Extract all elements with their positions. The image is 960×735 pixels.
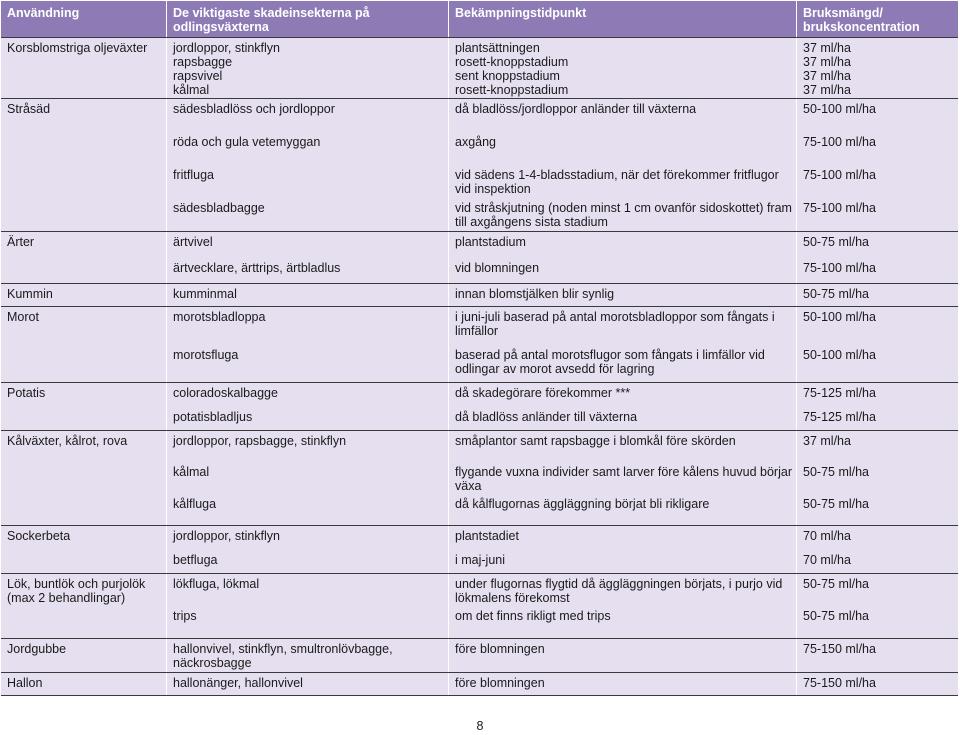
timing-cell: baserad på antal morotsflugor som fångats i limfällor vid odlingar av morot avsedd för lagring bbox=[449, 345, 797, 383]
crop-name: Lök, buntlök och purjolök (max 2 behandlingar) bbox=[1, 574, 167, 638]
crop-name: Korsblomstriga oljeväxter bbox=[1, 38, 167, 98]
pest-cell: hallonänger, hallonvivel bbox=[167, 673, 449, 696]
dose-cell: 50-75 ml/ha bbox=[803, 609, 870, 623]
header-pests: De viktigaste skadeinsekterna på odlingsväxterna bbox=[167, 1, 449, 37]
pest-cell: jordloppor, stinkflyn bbox=[167, 526, 449, 550]
crop-rows bbox=[167, 639, 958, 672]
crop-name: Morot bbox=[1, 307, 167, 382]
dose-cell: 75-150 ml/ha bbox=[803, 676, 876, 690]
header-usage: Användning bbox=[1, 1, 167, 37]
timing-cell: flygande vuxna individer samt larver före kålens huvud börjar växa bbox=[449, 462, 797, 493]
timing-cell: vid sädens 1-4-bladsstadium, när det förekommer fritflugor vid inspektion bbox=[449, 165, 797, 198]
dose-cell: 75-125 ml/ha bbox=[803, 386, 876, 400]
dose-cell: 50-75 ml/ha bbox=[803, 496, 870, 511]
dose-cell: 70 ml/ha bbox=[803, 529, 851, 543]
timing-cell: under flugornas flygtid då äggläggningen börjats, i purjo vid lökmalens förekomst bbox=[449, 574, 797, 606]
pest-cell: lökfluga, lökmal bbox=[167, 574, 449, 606]
timing-cell: före blomningen bbox=[449, 673, 797, 696]
dose-cell: 75-100 ml/ha bbox=[803, 260, 876, 275]
crop-rows bbox=[167, 526, 958, 573]
dose-cell: 37 ml/ha bbox=[803, 434, 851, 448]
dose-cell: 50-75 ml/ha bbox=[803, 577, 870, 591]
crop-rows bbox=[167, 284, 958, 306]
table-header bbox=[1, 1, 958, 37]
table-row bbox=[167, 407, 958, 431]
pest-cell: sädesbladlöss och jordloppor bbox=[167, 99, 449, 132]
dose-cell: 50-75 ml/ha bbox=[803, 235, 870, 249]
pest-cell: jordloppor, rapsbagge, stinkflyn bbox=[167, 431, 449, 462]
crop-rows bbox=[167, 232, 958, 283]
timing-cell: före blomningen bbox=[449, 639, 797, 672]
crop-name: Jordgubbe bbox=[1, 639, 167, 672]
crop-name: Sockerbeta bbox=[1, 526, 167, 573]
timing-cell: plantstadium bbox=[449, 232, 797, 258]
pest-cell: kumminmal bbox=[167, 284, 449, 306]
crop-rows bbox=[167, 574, 958, 638]
table-row bbox=[167, 232, 958, 258]
table-row bbox=[167, 431, 958, 462]
timing-cell: innan blomstjälken blir synlig bbox=[449, 284, 797, 306]
pest-cell: coloradoskalbagge bbox=[167, 383, 449, 407]
pest-cell: fritfluga bbox=[167, 165, 449, 198]
crop-group bbox=[1, 283, 958, 306]
table-row bbox=[167, 345, 958, 383]
pest-cell: kålmal bbox=[167, 462, 449, 493]
crop-group bbox=[1, 525, 958, 573]
table-row bbox=[167, 132, 958, 165]
crop-name: Stråsäd bbox=[1, 99, 167, 231]
crop-name: Kålväxter, kålrot, rova bbox=[1, 431, 167, 525]
crop-name: Hallon bbox=[1, 673, 167, 696]
table-row bbox=[167, 550, 958, 574]
pest-cell: morotsbladloppa bbox=[167, 307, 449, 345]
crop-group bbox=[1, 430, 958, 525]
table-row bbox=[167, 639, 958, 672]
timing-cell: då kålflugornas äggläggning börjat bli rikligare bbox=[449, 494, 797, 525]
table-body bbox=[1, 37, 958, 696]
crop-group bbox=[1, 98, 958, 231]
pest-cell: jordloppor, stinkflyn rapsbagge rapsvivel kålmal bbox=[167, 38, 449, 98]
timing-cell: då skadegörare förekommer *** bbox=[449, 383, 797, 407]
crop-rows bbox=[167, 38, 958, 98]
pesticide-table bbox=[1, 1, 958, 696]
crop-rows bbox=[167, 431, 958, 525]
dose-cell: 75-100 ml/ha bbox=[803, 201, 876, 215]
crop-rows bbox=[167, 307, 958, 382]
pest-cell: hallonvivel, stinkflyn, smultronlövbagge, näckrosbagge bbox=[167, 639, 449, 672]
pest-cell: potatisbladljus bbox=[167, 407, 449, 431]
timing-cell: småplantor samt rapsbagge i blomkål före skörden bbox=[449, 431, 797, 462]
dose-cell: 50-100 ml/ha bbox=[803, 347, 876, 362]
timing-cell: vid blomningen bbox=[449, 258, 797, 284]
pest-cell: betfluga bbox=[167, 550, 449, 574]
crop-name: Kummin bbox=[1, 284, 167, 306]
dose-cell: 75-125 ml/ha bbox=[803, 409, 876, 424]
table-row bbox=[167, 99, 958, 132]
table-row bbox=[167, 284, 958, 306]
pest-cell: sädesbladbagge bbox=[167, 198, 449, 231]
timing-cell: plantstadiet bbox=[449, 526, 797, 550]
timing-cell: plantsättningen rosett-knoppstadium sent knoppstadium rosett-knoppstadium bbox=[449, 38, 797, 98]
timing-cell: om det finns rikligt med trips bbox=[449, 606, 797, 638]
table-row bbox=[167, 38, 958, 98]
timing-cell: då bladlöss/jordloppor anländer till växterna bbox=[449, 99, 797, 132]
timing-cell: vid stråskjutning (noden minst 1 cm ovanför sidoskottet) fram till axgångens sista stadium bbox=[449, 198, 797, 231]
dose-cell: 75-100 ml/ha bbox=[803, 168, 876, 182]
dose-cell: 70 ml/ha bbox=[803, 552, 851, 567]
crop-rows bbox=[167, 383, 958, 430]
timing-cell: i juni-juli baserad på antal morotsbladloppor som fångats i limfällor bbox=[449, 307, 797, 345]
pest-cell: morotsfluga bbox=[167, 345, 449, 383]
table-row bbox=[167, 198, 958, 231]
table-row bbox=[167, 494, 958, 525]
table-row bbox=[167, 462, 958, 493]
table-row bbox=[167, 574, 958, 606]
table-row bbox=[167, 258, 958, 284]
crop-group bbox=[1, 231, 958, 283]
crop-name: Ärter bbox=[1, 232, 167, 283]
pest-cell: trips bbox=[167, 606, 449, 638]
crop-group bbox=[1, 672, 958, 696]
table-row bbox=[167, 526, 958, 550]
crop-group bbox=[1, 573, 958, 638]
pest-cell: ärtvecklare, ärttrips, ärtbladlus bbox=[167, 258, 449, 284]
pest-cell: ärtvivel bbox=[167, 232, 449, 258]
dose-cell: 37 ml/ha 37 ml/ha 37 ml/ha 37 ml/ha bbox=[803, 41, 851, 97]
dose-cell: 50-75 ml/ha bbox=[803, 287, 870, 301]
timing-cell: axgång bbox=[449, 132, 797, 165]
pest-cell: röda och gula vetemyggan bbox=[167, 132, 449, 165]
dose-cell: 75-100 ml/ha bbox=[803, 135, 876, 149]
table-row bbox=[167, 383, 958, 407]
header-timing: Bekämpningstidpunkt bbox=[449, 1, 797, 37]
timing-cell: i maj-juni bbox=[449, 550, 797, 574]
crop-name: Potatis bbox=[1, 383, 167, 430]
pest-cell: kålfluga bbox=[167, 494, 449, 525]
dose-cell: 50-100 ml/ha bbox=[803, 102, 876, 116]
crop-rows bbox=[167, 673, 958, 696]
timing-cell: då bladlöss anländer till växterna bbox=[449, 407, 797, 431]
crop-group bbox=[1, 638, 958, 672]
dose-cell: 50-75 ml/ha bbox=[803, 465, 870, 480]
crop-group bbox=[1, 37, 958, 98]
dose-cell: 50-100 ml/ha bbox=[803, 310, 876, 324]
table-row bbox=[167, 673, 958, 696]
table-row bbox=[167, 606, 958, 638]
table-row bbox=[167, 307, 958, 345]
crop-rows bbox=[167, 99, 958, 231]
table-row bbox=[167, 165, 958, 198]
crop-group bbox=[1, 306, 958, 382]
crop-group bbox=[1, 382, 958, 430]
dose-cell: 75-150 ml/ha bbox=[803, 642, 876, 656]
header-dose: Bruksmängd/ brukskoncentration bbox=[803, 6, 920, 34]
page-number: 8 bbox=[476, 719, 484, 733]
